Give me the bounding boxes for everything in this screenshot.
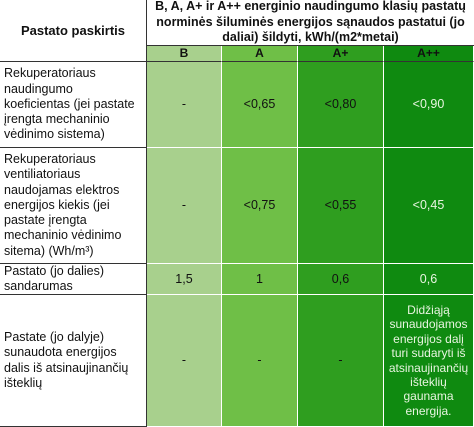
table-cell-renewable-note: Didžiąją sunaudojamos energijos dalį turi sudaryti iš atsinaujinančių išteklių gaunama energija.	[384, 295, 474, 427]
class-header-a-plus-plus: A++	[384, 46, 474, 62]
class-header-b: B	[147, 46, 222, 62]
table-cell: <0,65	[222, 62, 298, 148]
row-label-recuperator-efficiency: Rekuperatoriaus naudingumo koeficientas (jei pastate įrengta mechaninio vėdinimo sistema)	[0, 62, 147, 148]
table-cell: <0,75	[222, 148, 298, 264]
table-cell: <0,45	[384, 148, 474, 264]
table-cell: -	[147, 295, 222, 427]
header-main-title: B, A, A+ ir A++ energinio naudingumo klasių pastatų norminės šiluminės energijos sąnaudos pastatui (jo daliai) šildyti, kWh/(m2*metai)	[147, 0, 474, 46]
table-cell: 1	[222, 264, 298, 295]
table-cell: -	[298, 295, 384, 427]
row-label-fan-electricity: Rekuperatoriaus ventiliatoriaus naudojamas elektros energijos kiekis (jei pastate įrengta mechaninio vėdinimo sitema) (Wh/m³)	[0, 148, 147, 264]
table-cell: 0,6	[384, 264, 474, 295]
table-cell: -	[147, 62, 222, 148]
class-header-a-plus: A+	[298, 46, 384, 62]
class-header-a: A	[222, 46, 298, 62]
table-cell: <0,55	[298, 148, 384, 264]
table-cell: 1,5	[147, 264, 222, 295]
table-cell: -	[222, 295, 298, 427]
table-cell: 0,6	[298, 264, 384, 295]
header-building-purpose: Pastato paskirtis	[0, 0, 147, 62]
table-cell: <0,80	[298, 62, 384, 148]
row-label-airtightness: Pastato (jo dalies) sandarumas	[0, 264, 147, 295]
table-cell: -	[147, 148, 222, 264]
row-label-renewable-share: Pastate (jo dalyje) sunaudota energijos dalis iš atsinaujinančių išteklių	[0, 295, 147, 427]
table-cell: <0,90	[384, 62, 474, 148]
